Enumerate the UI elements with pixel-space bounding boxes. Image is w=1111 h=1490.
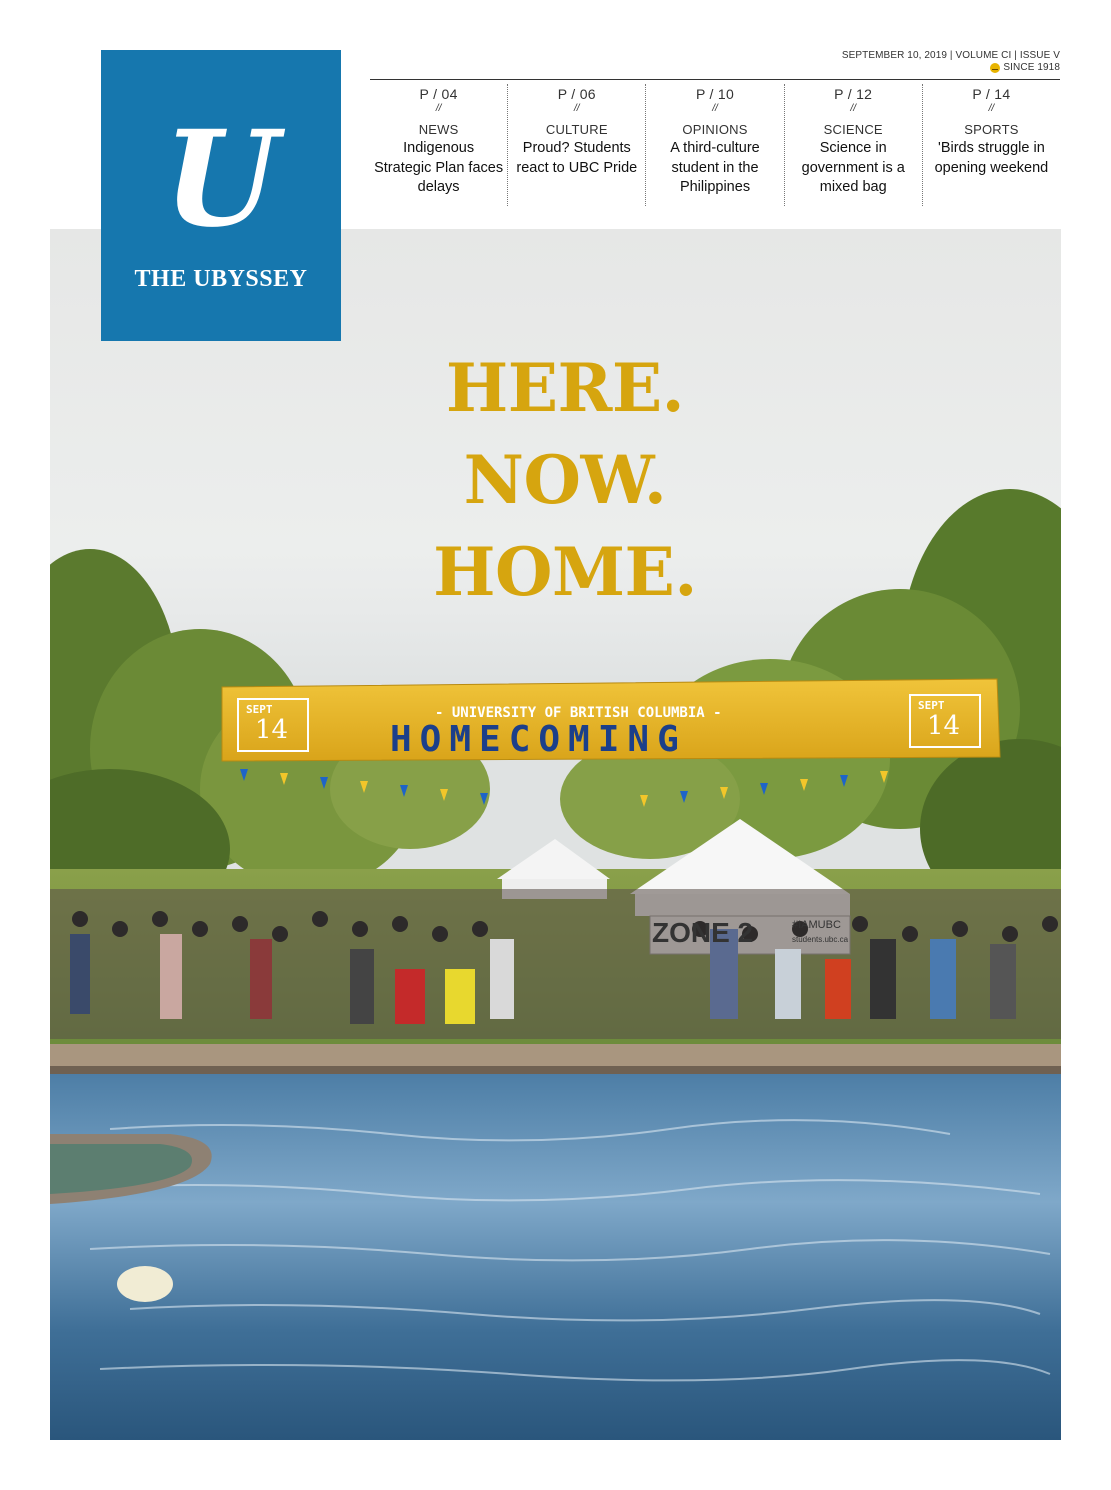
teaser-section: OPINIONS xyxy=(682,122,748,137)
teaser-headline: A third-culture student in the Philippines xyxy=(670,140,760,195)
banner-day-left: 14 xyxy=(255,715,289,745)
teaser-page: P / 12 xyxy=(834,86,873,102)
teaser-divider-mark: // xyxy=(435,103,442,114)
crowd xyxy=(50,889,1061,1039)
baby-face-icon xyxy=(990,63,1000,73)
cover-headline-line: HERE. xyxy=(445,349,685,427)
teaser-sports[interactable] xyxy=(922,84,1060,206)
tent-url: students.ubc.ca xyxy=(792,935,849,944)
teaser-section: SPORTS xyxy=(964,122,1019,137)
teaser-divider-mark: // xyxy=(850,103,856,114)
teaser-section: CULTURE xyxy=(545,122,608,137)
teaser-row xyxy=(370,84,1060,206)
tent-hashtag: #IAMUBC xyxy=(792,919,841,931)
issue-info xyxy=(842,50,1060,77)
fountain-rim xyxy=(50,1044,1061,1066)
teaser-divider-mark: // xyxy=(712,103,718,114)
teaser-culture[interactable] xyxy=(507,84,645,206)
teaser-divider-mark: // xyxy=(988,103,995,114)
cover-headline-line: NOW. xyxy=(463,441,667,519)
cover-headline xyxy=(300,342,830,618)
issue-date-volume: SEPTEMBER 10, 2019 | VOLUME CI | ISSUE V xyxy=(841,50,1060,61)
teaser-divider-mark: // xyxy=(574,103,580,114)
banner-homecoming: HOMECOMING xyxy=(390,719,687,760)
logo-mark: U xyxy=(163,102,279,257)
teaser-headline: Science in government is a mixed bag xyxy=(801,140,905,195)
since-line xyxy=(990,62,1060,74)
logo-wordmark: THE UBYSSEY xyxy=(134,266,308,292)
teaser-opinions[interactable] xyxy=(645,84,783,206)
since-text: SINCE 1918 xyxy=(1003,62,1060,73)
teaser-news[interactable] xyxy=(370,84,507,206)
banner-sept-right: SEPT xyxy=(918,699,945,712)
teaser-page: P / 10 xyxy=(695,86,735,102)
floating-flower xyxy=(117,1266,173,1302)
teaser-headline: Proud? Students react to UBC Pride xyxy=(516,140,638,176)
header-rule xyxy=(370,79,1060,80)
teaser-section: NEWS xyxy=(418,122,459,137)
teaser-headline: Indigenous Strategic Plan faces delays xyxy=(374,140,504,195)
banner-day-right: 14 xyxy=(927,711,961,741)
tent-zone-sign: ZONE 2 xyxy=(652,917,754,948)
teaser-page: P / 14 xyxy=(972,86,1011,102)
teaser-page: P / 06 xyxy=(557,86,596,102)
banner-university: - UNIVERSITY OF BRITISH COLUMBIA - xyxy=(435,705,722,721)
fountain-water xyxy=(50,1074,1061,1440)
teaser-science[interactable] xyxy=(784,84,922,206)
fountain-rim-shadow xyxy=(50,1066,1061,1074)
cover-headline-line: HOME. xyxy=(433,533,697,611)
teaser-page: P / 04 xyxy=(419,86,458,102)
ubyssey-logo[interactable] xyxy=(101,50,341,341)
teaser-section: SCIENCE xyxy=(823,122,883,137)
banner-sept-left: SEPT xyxy=(246,703,273,716)
teaser-headline: 'Birds struggle in opening weekend xyxy=(934,140,1049,176)
